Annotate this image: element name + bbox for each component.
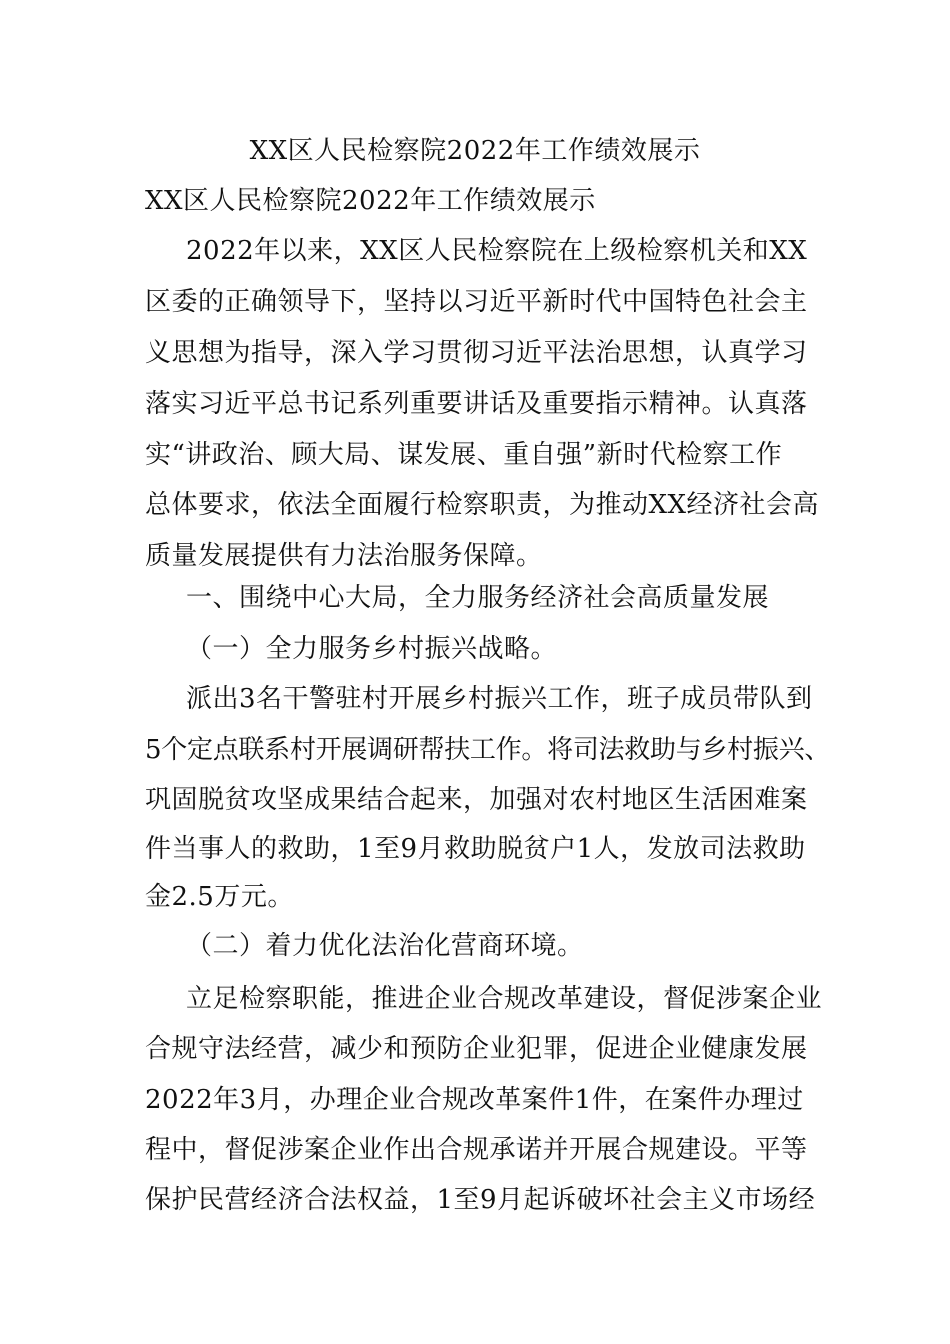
intro-line: 2022年以来，XX区人民检察院在上级检察机关和XX (186, 236, 808, 266)
subsection-heading: （二）着力优化法治化营商环境。 (186, 931, 584, 961)
intro-line: 总体要求，依法全面履行检察职责，为推动XX经济社会高 (145, 490, 820, 520)
paragraph-line: 保护民营经济合法权益，1至9月起诉破坏社会主义市场经 (145, 1185, 816, 1215)
document-subtitle: XX区人民检察院2022年工作绩效展示 (145, 186, 596, 216)
intro-line: 义思想为指导，深入学习贯彻习近平法治思想，认真学习 (145, 338, 808, 368)
paragraph-line: 派出3名干警驻村开展乡村振兴工作，班子成员带队到 (186, 684, 813, 714)
intro-line: 区委的正确领导下，坚持以习近平新时代中国特色社会主 (145, 287, 808, 317)
intro-line: 落实习近平总书记系列重要讲话及重要指示精神。认真落 (145, 389, 808, 419)
paragraph-line: 巩固脱贫攻坚成果结合起来，加强对农村地区生活困难案 (145, 785, 808, 815)
paragraph-line: 合规守法经营，减少和预防企业犯罪，促进企业健康发展 (145, 1034, 808, 1064)
paragraph-line: 金2.5万元。 (145, 882, 294, 912)
paragraph-line: 件当事人的救助，1至9月救助脱贫户1人，发放司法救助 (145, 834, 806, 864)
paragraph-line: 立足检察职能，推进企业合规改革建设，督促涉案企业 (186, 984, 823, 1014)
intro-line: 实“讲政治、顾大局、谋发展、重自强”新时代检察工作 (145, 440, 783, 470)
document-title: XX区人民检察院2022年工作绩效展示 (249, 136, 701, 166)
paragraph-line: 5个定点联系村开展调研帮扶工作。将司法救助与乡村振兴、 (145, 735, 831, 765)
section-heading: 一、围绕中心大局，全力服务经济社会高质量发展 (186, 583, 770, 613)
paragraph-line: 程中，督促涉案企业作出合规承诺并开展合规建设。平等 (145, 1135, 808, 1165)
subsection-heading: （一）全力服务乡村振兴战略。 (186, 634, 558, 664)
paragraph-line: 2022年3月，办理企业合规改革案件1件，在案件办理过 (145, 1085, 804, 1115)
intro-line: 质量发展提供有力法治服务保障。 (145, 541, 543, 571)
